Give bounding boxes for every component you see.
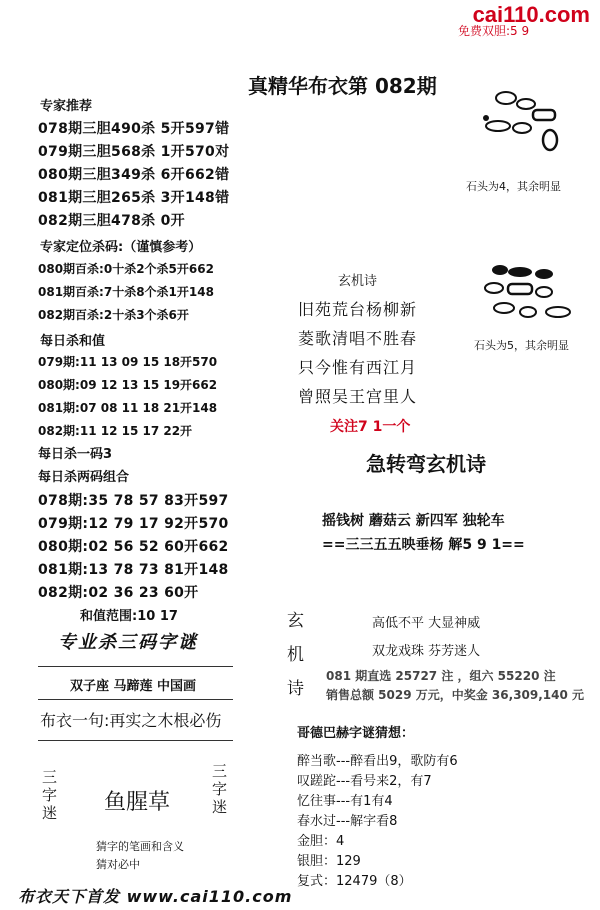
mystic-poem-line: 只今惟有西江月 xyxy=(298,358,418,377)
xjs-char: 玄 xyxy=(287,611,304,631)
position-row: 080期百杀:0十杀2个杀5开662 xyxy=(38,262,214,276)
riddle-heading: 专业杀三码字谜 xyxy=(58,632,198,653)
gdb-row: 金胆：4 xyxy=(297,834,345,849)
mystic-poem-heading: 玄机诗 xyxy=(338,274,378,289)
xjs-line: 高低不平 大显神威 xyxy=(372,616,481,631)
two-code-heading: 每日杀两码组合 xyxy=(38,470,130,485)
expert-heading: 专家推荐 xyxy=(40,99,93,114)
mystic-poem-line: 菱歌清唱不胜春 xyxy=(298,329,418,348)
sales-line: 081 期直选 25727 注 ，组六 55220 注 xyxy=(326,669,556,683)
riddle-answer: 鱼腥草 xyxy=(104,790,171,815)
gdb-row: 忆往事---有1有4 xyxy=(297,794,393,809)
sales-line: 销售总额 5029 万元，中奖金 36,309,140 元 xyxy=(326,688,585,702)
gdb-row: 春水过---解字看8 xyxy=(297,814,398,829)
one-code-label: 每日杀一码3 xyxy=(38,447,113,462)
xjs-line: 双龙戏珠 芬芳迷人 xyxy=(372,644,481,659)
position-row: 082期百杀:2十杀3个杀6开 xyxy=(38,308,189,322)
sum-kill-row: 082期:11 12 15 17 22开 xyxy=(38,424,193,438)
riddle-side-left: 三字迷 xyxy=(42,768,58,822)
sum-kill-heading: 每日杀和值 xyxy=(40,334,106,349)
stone-figure-1 xyxy=(478,88,578,158)
follow-label: 关注7 1一个 xyxy=(330,419,411,435)
two-code-row: 081期:13 78 73 81开148 xyxy=(38,562,229,578)
gdb-row: 叹蹉跎---看号来2，有7 xyxy=(297,774,432,789)
turn-poem-line: 摇钱树 蘑菇云 新四军 独轮车 xyxy=(322,513,505,529)
gdb-row: 醉当歌---醉看出9，歌防有6 xyxy=(297,754,458,769)
two-code-row: 078期:35 78 57 83开597 xyxy=(38,493,229,509)
riddle-hint: 猜字的笔画和含义 xyxy=(96,840,184,853)
riddle-hint: 猜对必中 xyxy=(96,858,140,871)
page-title: 真精华布衣第 082期 xyxy=(248,74,437,98)
expert-row: 080期三胆349杀 6开662错 xyxy=(38,167,230,183)
sum-kill-row: 081期:07 08 11 18 21开148 xyxy=(38,401,218,415)
stone-figure-2 xyxy=(478,262,578,328)
two-code-row: 079期:12 79 17 92开570 xyxy=(38,516,229,532)
expert-row: 081期三胆265杀 3开148错 xyxy=(38,190,230,206)
mystic-poem-line: 旧苑荒台杨柳新 xyxy=(298,300,418,319)
divider xyxy=(38,740,233,741)
sum-kill-row: 079期:11 13 09 15 18开570 xyxy=(38,355,218,369)
mystic-poem-line: 曾照吴王宫里人 xyxy=(298,387,418,406)
expert-row: 078期三胆490杀 5开597错 xyxy=(38,121,230,137)
sum-range-label: 和值范围:10 17 xyxy=(80,609,178,624)
riddle-words: 双子座 马蹄莲 中国画 xyxy=(70,679,197,694)
stone-caption-2: 石头为5，其余明显 xyxy=(474,339,569,352)
position-heading: 专家定位杀码:（谨慎参考） xyxy=(40,240,202,255)
riddle-saying: 布衣一句:再实之木根必伤 xyxy=(40,711,222,730)
turn-poem-line: ==三三五五映垂杨 解5 9 1== xyxy=(322,537,525,553)
gdb-row: 银胆：129 xyxy=(297,854,361,869)
stone-caption-1: 石头为4，其余明显 xyxy=(466,180,561,193)
sum-kill-row: 080期:09 12 13 15 19开662 xyxy=(38,378,218,392)
two-code-row: 082期:02 36 23 60开 xyxy=(38,585,199,601)
gdb-heading: 哥德巴赫字谜猜想： xyxy=(297,726,415,741)
footer-label: 布衣天下首发 www.cai110.com xyxy=(18,887,293,906)
two-code-row: 080期:02 56 52 60开662 xyxy=(38,539,229,555)
expert-row: 079期三胆568杀 1开570对 xyxy=(38,144,230,160)
turn-poem-title: 急转弯玄机诗 xyxy=(366,452,486,476)
free-code-label: 免费双胆:5 9 xyxy=(458,24,530,38)
riddle-side-right: 三字迷 xyxy=(212,762,228,816)
position-row: 081期百杀:7十杀8个杀1开148 xyxy=(38,285,214,299)
xjs-char: 机 xyxy=(287,645,304,665)
site-logo: cai110.com xyxy=(472,2,590,27)
expert-row: 082期三胆478杀 0开 xyxy=(38,213,185,229)
xjs-char: 诗 xyxy=(287,679,304,699)
gdb-row: 复式：12479（8） xyxy=(297,874,412,889)
